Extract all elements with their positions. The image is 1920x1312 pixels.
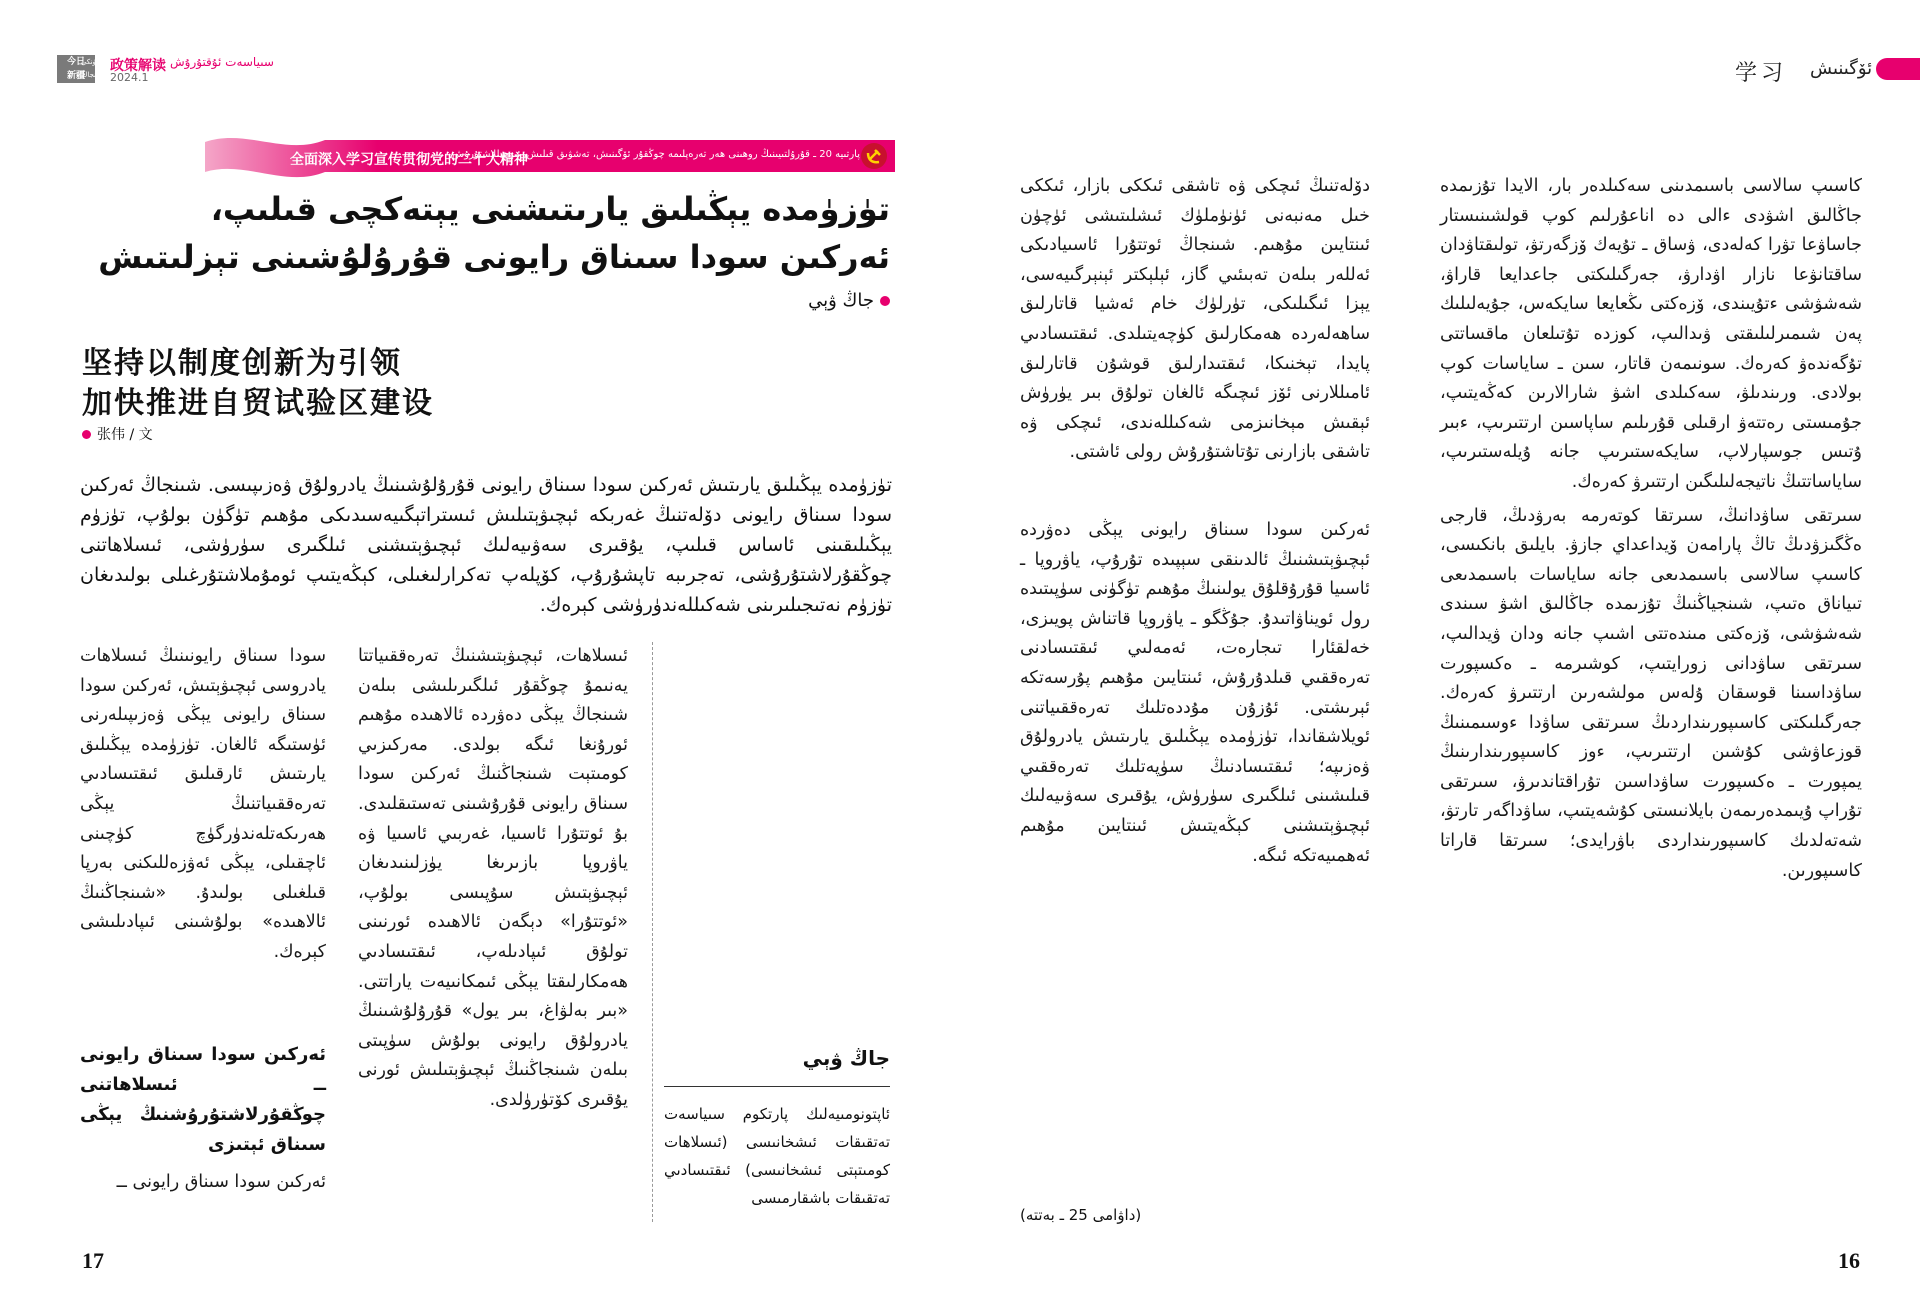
page-number-right: 16 [1838, 1248, 1860, 1273]
author-ug [700, 290, 890, 311]
page-number-left: 17 [82, 1248, 104, 1273]
author-cn-name: 张伟 / 文 [97, 427, 153, 443]
author-cn-bullet-icon [82, 430, 91, 439]
col1-paragraph-2: ئەركىن سودا سىناق رايونى ــ [116, 1172, 326, 1192]
sidebar-bio [664, 1100, 890, 1230]
right-section-cn: 学习 [1735, 61, 1788, 86]
col1-subheading [80, 1040, 326, 1155]
column-divider [652, 642, 653, 1222]
article-title-ug-line2: ئەركىن سودا سىناق رايونى قۇرۇلۇشىنى تېزلىتىش [98, 238, 890, 276]
section-title-ug: سىياسەت ئۇقتۇرۇش [170, 55, 274, 69]
col4-paragraph-1: كاسىپ سالاسى باسىمدىنى سەكىلدەر بار، الايدا تۇزىمدە جاڭالىق اشۋدى ءالى دە اناعۇرلىم كوپ قولشىنىستار جاساۋعا تۋرا كەلەدى، ۋساق ـ تۇيەك ۆزگەرتۋ، تولىقتاۋدان ساقتانۋعا نازار اۋدارۋ، جەرگىلىكتى جاعدايعا قاراۋ، شەشۋشى ءتۇيىندى، ۆزەكتى ىڭعايعا سايكەس، جۇيەلىلىك پەن شىمىرلىلىقتى ۋىدالىپ، كوزدە تۇتىلعان ماقساتتى تۇگەندەۋ كەرەك. سونىمەن قاتار، سىن ـ ساياسات كوپ بولادى. ورىندىلۋ، سەكىلدى اشۋ شارالارىن كەڭەيتىپ، جۇمىستى رەتتەۋ ارقىلى قۇرىلىم ساپاسىن ارتتىرىپ، ءبىر ۇتىس جوسپارلاپ، سايكەستىرىپ جانە ۇيلەستىرىپ، ساياساتتىڭ ناتيجەلىلىگىن ارتتىرۋ كەرەك. [1440, 176, 1862, 492]
column-3-lower [1020, 516, 1370, 1198]
sidebar-author-name: جاڭ ۋېي [802, 1046, 890, 1070]
sidebar-bio-text: ئاپتونومىيەلىك پارتكوم سىياسەت تەتقىقات ئىشخانىسى (ئىسلاھات كومىتېتى ئىشخانىسى) ئىقتىسادىي تەتقىقات باشقارمىسى [664, 1105, 890, 1207]
col3-paragraph-2: ئەركىن سودا سىناق رايونى يېڭى دەۋردە ئېچىۋېتىشنىڭ ئالدىنقى سېپىدە تۇرۇپ، ياۋروپا ـ ئاسىيا قۇرۇقلۇق يولىنىڭ مۇھىم تۈگۈنى سۈپىتىدە رول ئويناۋاتىدۇ. جۇڭگو ـ ياۋروپا قاتناش پويىزى، خەلقئارا تىجارەت، ئەمەلىي ئىقتىسادنى تەرەققىي قىلدۇرۇش، ئىنتايىن مۇھىم پۇرسەتكە ئېرىشتى. ئۇزۇن مۇددەتلىك تەرەققىياتنى ئويلاشقاندا، تۈزۈمدە يېڭىلىق يارىتىش يادرولۇق ۋەزىپە؛ ئىقتىسادنىڭ سۈپەتلىك تەرەققىي قىلىشىنى ئىلگىرى سۈرۈش، يۇقىرى سەۋىيەلىك ئېچىۋېتىشنى كېڭەيتىش ئىنتايىن مۇھىم ئەھمىيەتكە ئىگە. [1020, 520, 1370, 866]
banner-text-cn: 全面深入学习宣传贯彻党的二十大精神 [290, 152, 528, 168]
issue-number: 2024.1 [110, 71, 149, 84]
col2-paragraph-1: ئىسلاھات، ئېچىۋېتىشنىڭ تەرەققىياتتا يەنىمۇ چوڭقۇر ئىلگىرىلىشى بىلەن شىنجاڭ يېڭى دەۋردە ئالاھىدە مۇھىم ئورۇنغا ئىگە بولدى. مەركىزىي كومىتېت شىنجاڭنىڭ ئەركىن سودا سىناق رايونى قۇرۇشىنى تەستىقلىدى. بۇ ئوتتۇرا ئاسىيا، غەربىي ئاسىيا ۋە ياۋروپا بازىرىغا يۈزلىنىدىغان ئېچىۋېتىش سۇپىسى بولۇپ، «ئوتتۇرا» دېگەن ئالاھىدە ئورنىنى تولۇق ئىپادىلەپ، ئىقتىسادىي ھەمكارلىقتا يېڭى ئىمكانىيەت ياراتتى. «بىر بەلۋاغ، بىر يول» قۇرۇلۇشىنىڭ يادرولۇق رايونى بولۇش سۈپىتى بىلەن شىنجاڭنىڭ ئېچىۋېتىلىش ئورنى يۇقىرى كۆتۈرۈلدى. [358, 646, 628, 1110]
article-title-cn-line1: 坚持以制度创新为引领 [82, 346, 402, 381]
continued-note: (داۋامى 25 ـ بەتتە) [1020, 1206, 1142, 1224]
col1-paragraph-1: سودا سىناق رايونىنىڭ ئىسلاھات يادروسى ئېچىۋېتىش، ئەركىن سودا سىناق رايونى يېڭى ۋەزىپىلەرنى ئۈستىگە ئالغان. تۈزۈمدە يېڭىلىق يارىتىش ئارقىلىق ئىقتىسادىي تەرەققىياتنىڭ يېڭى ھەرىكەتلەندۈرگۈچ كۈچىنى ئاچقىلى، يېڭى ئەۋزەللىكنى بەرپا قىلغىلى بولىدۇ. «شىنجاڭنىڭ ئالاھىدە» بولۇشىنى ئىپادىلىشى كېرەك. [80, 646, 326, 962]
col3-paragraph-1: دۆلەتنىڭ ئىچكى ۋە تاشقى ئىككى بازار، ئىككى خىل مەنبەنى ئۈنۈملۈك ئىشلىتىشى ئۈچۈن ئىنتايىن مۇھىم. شىنجاڭ ئوتتۇرا ئاسىيادىكى ئەللەر بىلەن تەبىئىي گاز، ئېلېكتر ئېنېرگىيەسى، يېزا ئىگىلىكى، تۈرلۈك خام ئەشيا قاتارلىق ساھەلەردە ھەمكارلىق كۈچەيتىلدى. ئىقتىسادىي پايدا، تېخنىكا، ئىقتىدارلىق قوشۇن قاتارلىق ئامىللارنى ئۆز ئىچىگە ئالغان تولۇق بىر يۈرۈش ئېقىش مېخانىزمى شەكىللەندى، ئىچكى ۋە تاشقى بازارنى تۇتاشتۇرۇش رولى ئاشتى. [1020, 176, 1370, 463]
logo-side-bottom: شىنجاڭ [81, 71, 105, 79]
col1-subheading-text: ئەركىن سودا سىناق رايونى ــ ئىسلاھاتنى چوڭقۇرلاشتۇرۇشنىڭ يېڭى سىناق ئېتىزى [80, 1044, 326, 1155]
column-4 [1440, 172, 1862, 1228]
banner-text-ug: پارتىيە 20 ـ قۇرۇلتىيىنىڭ روھىنى ھەر تەرەپلىمە چوڭقۇر ئۆگىنىش، تەشۋىق قىلىش، ئىزچىللاشتۇرۇش [452, 149, 860, 160]
column-3 [1020, 172, 1370, 510]
sidebar-rule [664, 1086, 890, 1087]
author-cn [82, 424, 153, 444]
party-emblem-icon [860, 142, 888, 170]
column-2 [358, 642, 628, 1228]
logo-side-text [78, 56, 108, 82]
author-bullet-icon [880, 296, 890, 306]
column-1-bottom [80, 1168, 326, 1228]
logo-top: 今日 [66, 57, 85, 67]
author-ug-name: جاڭ ۋېي [808, 290, 874, 311]
right-section-ug: ئۆگىنىش [1810, 58, 1873, 79]
section-title-cn: 政策解读 [110, 58, 166, 74]
lead-paragraph [80, 470, 892, 616]
col4-paragraph-2: سىرتقى ساۋدانىڭ، سىرتقا كوتەرمە بەرۋدىڭ، قارجى ەڭگىزۋدىڭ تاڭ پارامەن ۆيداعداي جازۋ. بايلىق بانكىسى، كاسىپ سالاسى باسىمدىعى جانە ساياسات باسىمدىعى تىياناق ەتىپ، شىنجياڭنىڭ تۇزىمدە جاڭالىق اشۋ سىندى شەشۋشى، ۆزەكتى مىندەتتى اشىپ جانە ودان ۋيدالىپ، سىرتقى ساۋدانى زورايتىپ، كوشىرمە ـ ەكسپورت ساۋداسىنا قوسقان ۇلەس مولشەرىن ارتتىرۋ كەرەك. جەرگىلىكتى كاسىپورىنداردىڭ سىرتقى ساۋدا ءوسىمىنىڭ قوزعاۋشى كۇشىن ارتتىرىپ، ءوز كاسىپورىندارىنىڭ يمپورت ـ ەكسپورت ساۋداسىن تۇراقتاندىرۋ، سىرتقى تۇراپ ۇيىمدەرىمەن بايلانىستى كۇشەيتىپ، ساۋداگەر تارتۋ، شەتەلدىك كاسىپورىنداردى باۋرايدى؛ سىرتقا قاراتا كاسىپورىن. [1440, 505, 1862, 881]
article-title-cn-line2: 加快推进自贸试验区建设 [82, 386, 434, 421]
logo-side-top: بۈگۈنكى [80, 58, 106, 66]
article-title-ug-line1: تۈزۈمدە يېڭىلىق يارىتىشنى يېتەكچى قىلىپ، [210, 190, 890, 228]
lead-text: تۈزۈمدە يېڭىلىق يارىتىش ئەركىن سودا سىناق رايونى قۇرۇلۇشىنىڭ يادرولۇق ۋەزىپىسى. شىنجاڭ ئەركىن سودا سىناق رايونى دۆلەتنىڭ غەربكە ئېچىۋېتىلىش ئىستراتېگىيەسىدىكى مۇھىم تۈگۈن بولۇپ، تۈزۈم يېڭىلىقىنى ئاساس قىلىپ، يۇقىرى سەۋىيەلىك ئېچىۋېتىشنى ئىلگىرى سۈرۈشى، ئىسلاھاتنى چوڭقۇرلاشتۇرۇشى، تەجرىبە تاپشۇرۇپ، كۆپلەپ تەكرارلىغىلى، كېڭەيتىپ ئومۇملاشتۇرغىلى بولىدىغان تۈزۈم نەتىجىلىرىنى شەكىللەندۈرۈشى كېرەك. [80, 474, 892, 616]
column-1 [80, 642, 326, 1002]
logo-bottom: 新疆 [66, 71, 85, 81]
header-accent-bar [1876, 58, 1920, 80]
